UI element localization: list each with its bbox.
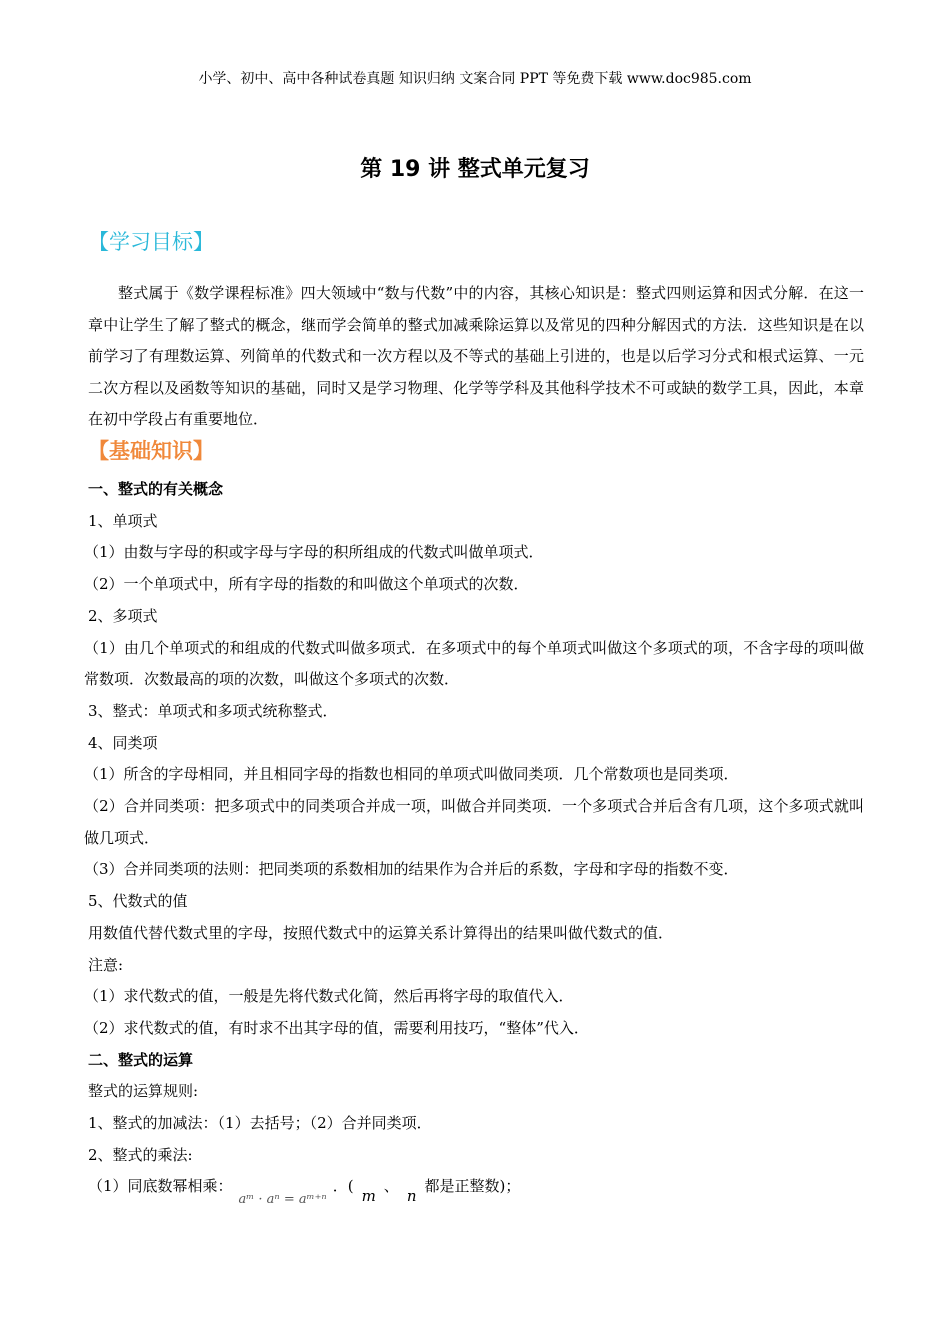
list-item: （1）所含的字母相同，并且相同字母的指数也相同的单项式叫做同类项．几个常数项也是同类项． (84, 765, 739, 784)
list-item: （3）合并同类项的法则：把同类项的系数相加的结果作为合并后的系数，字母和字母的指数不变． (84, 860, 739, 879)
list-item: 2、整式的乘法: (88, 1145, 193, 1164)
page-title: 第 19 讲 整式单元复习 (360, 157, 590, 182)
content-body (84, 474, 864, 1216)
section-heading-goal: 【学习目标】 (88, 230, 214, 254)
formula-line (88, 1171, 864, 1216)
formula-mid: ．( (332, 1177, 354, 1196)
heading-operations: 二、整式的运算 (88, 1050, 194, 1069)
section-heading-basic: 【基础知识】 (88, 439, 214, 463)
list-item: 1、整式的加减法：（1）去括号；（2）合并同类项． (88, 1114, 432, 1133)
list-item: （2）合并同类项：把多项式中的同类项合并成一项，叫做合并同类项．一个多项式合并后含有几项，这个多项式就叫做几项式． (84, 797, 864, 847)
formula-prefix: （1）同底数幂相乘： (88, 1177, 233, 1196)
formula-suffix: 都是正整数)； (424, 1177, 521, 1196)
power-rule-formula: aᵐ · aⁿ = aᵐ⁺ⁿ (238, 1192, 327, 1208)
list-item: 整式的运算规则: (88, 1082, 199, 1101)
list-item: （1）求代数式的值，一般是先将代数式化简，然后再将字母的取值代入． (84, 987, 574, 1006)
var-n: n (406, 1187, 417, 1206)
list-item: （2）一个单项式中，所有字母的指数的和叫做这个单项式的次数． (84, 575, 529, 594)
list-item: 3、整式：单项式和多项式统称整式． (88, 701, 338, 720)
var-m: m (361, 1187, 376, 1206)
list-item: 注意: (88, 955, 124, 974)
heading-concepts: 一、整式的有关概念 (88, 480, 224, 498)
list-item: 2、多项式 (88, 606, 158, 625)
list-item: 1、单项式 (88, 511, 158, 530)
list-item: （1）由数与字母的积或字母与字母的积所组成的代数式叫做单项式． (84, 543, 544, 562)
intro-paragraph: 整式属于《数学课程标准》四大领域中“数与代数”中的内容，其核心知识是：整式四则运算和因式分解．在这一章中让学生了解了整式的概念，继而学会简单的整式加减乘除运算以及常见的四种分解因式的方法．这些知识是在以前学习了有理数运算、列简单的代数式和一次方程以及不等式的基础上引进的，也是以后学习分式和根式运算、一元二次方程以及函数等知识的基础，同时又是学习物理、化学等学科及其他科学技术不可或缺的数学工具，因此，本章在初中学段占有重要地位． (88, 284, 864, 428)
list-item: （1）由几个单项式的和组成的代数式叫做多项式．在多项式中的每个单项式叫做这个多项式的项，不含字母的项叫做常数项．次数最高的项的次数，叫做这个多项式的次数． (84, 638, 864, 689)
list-item: 4、同类项 (88, 733, 158, 752)
page-header: 小学、初中、高中各种试卷真题 知识归纳 文案合同 PPT 等免费下载 www.doc985.com (198, 71, 752, 87)
formula-sep: 、 (383, 1177, 399, 1196)
list-item: 用数值代替代数式里的字母，按照代数式中的运算关系计算得出的结果叫做代数式的值． (88, 923, 674, 942)
list-item: （2）求代数式的值，有时求不出其字母的值，需要利用技巧，“整体”代入． (84, 1018, 589, 1037)
list-item: 5、代数式的值 (88, 892, 188, 911)
